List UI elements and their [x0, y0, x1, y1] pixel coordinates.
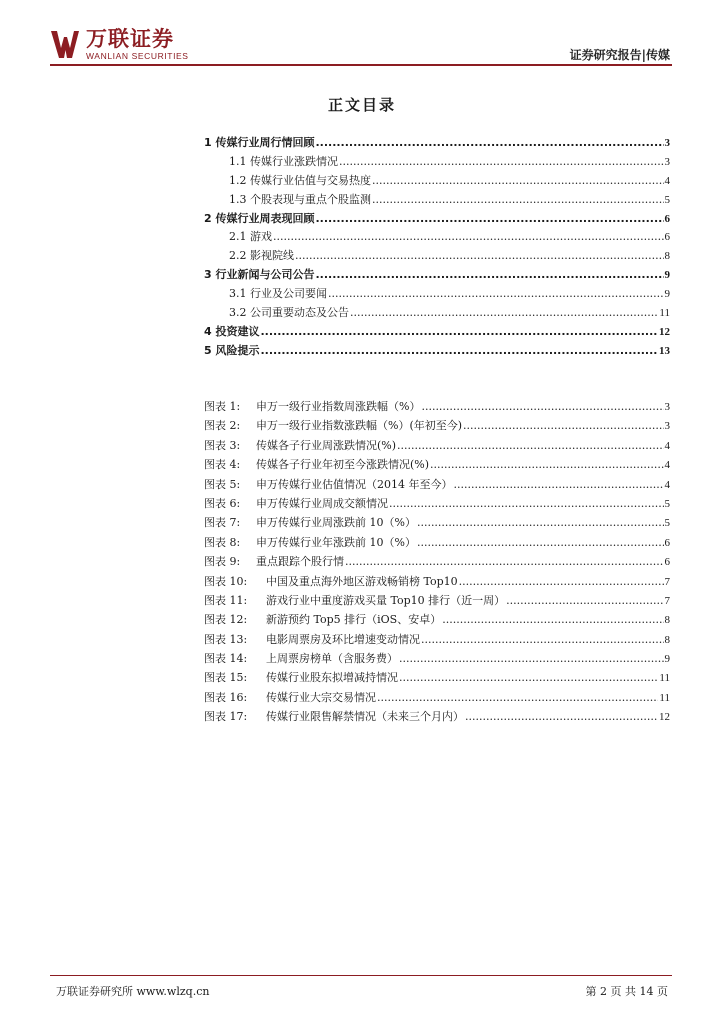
figure-entry[interactable]	[204, 592, 670, 611]
figure-number: 图表 6:	[204, 496, 241, 510]
toc-entry-label: 2.2 影视院线	[229, 249, 294, 263]
document-type: 证券研究报告|传媒	[569, 48, 670, 62]
dot-leader	[295, 249, 664, 262]
toc-entry-page: 12	[659, 325, 670, 338]
figure-page: 7	[664, 594, 670, 607]
dot-leader	[260, 344, 658, 357]
figure-number: 图表 3:	[204, 438, 241, 452]
toc-entry[interactable]	[204, 210, 670, 229]
figure-entry[interactable]	[204, 611, 670, 630]
toc-entry-page: 11	[659, 307, 670, 320]
figure-title: 传媒各子行业周涨跌情况(%)	[256, 438, 397, 452]
logo-english-name: WANLIAN SECURITIES	[86, 51, 189, 61]
figure-number: 图表 2:	[204, 419, 241, 433]
toc-entry-page: 3	[664, 137, 670, 149]
toc-entry[interactable]	[204, 191, 670, 210]
figure-title: 传媒各子行业年初至今涨跌情况(%)	[256, 458, 430, 472]
toc-entry-label: 1.3 个股表现与重点个股监测	[229, 192, 371, 206]
figure-title: 申万传媒行业周涨跌前 10（%）	[256, 516, 416, 530]
toc-entry-page: 9	[664, 269, 670, 282]
dot-leader	[397, 439, 663, 452]
figure-page: 8	[664, 614, 670, 627]
figure-entry[interactable]	[204, 553, 670, 572]
logo-chinese-name: 万联证券	[86, 27, 174, 51]
figure-page: 4	[664, 439, 670, 452]
toc-entry-label: 5 风险提示	[204, 343, 260, 357]
figure-page: 5	[664, 497, 670, 510]
figure-number: 图表 17:	[204, 710, 248, 724]
figure-entry[interactable]	[204, 495, 670, 514]
toc-entry-label: 1.1 传媒行业涨跌情况	[229, 154, 338, 168]
toc-entry-label: 4 投资建议	[204, 324, 260, 338]
company-logo	[50, 28, 189, 64]
figure-number: 图表 12:	[204, 613, 248, 627]
figure-entry[interactable]	[204, 534, 670, 553]
toc-entry[interactable]	[204, 323, 670, 342]
figure-number: 图表 4:	[204, 458, 241, 472]
footer-source: 万联证券研究所 www.wlzq.cn	[56, 985, 210, 998]
dot-leader	[273, 230, 664, 243]
toc-entry-label: 1 传媒行业周行情回顾	[204, 136, 315, 149]
figure-title: 传媒行业大宗交易情况	[266, 690, 376, 704]
figure-title: 新游预约 Top5 排行（iOS、安卓）	[266, 613, 442, 627]
figure-entry[interactable]	[204, 689, 670, 708]
dot-leader	[465, 710, 658, 723]
dot-leader	[399, 671, 658, 684]
figure-number: 图表 9:	[204, 555, 241, 569]
figure-number: 图表 10:	[204, 574, 248, 588]
figure-entry[interactable]	[204, 514, 670, 533]
dot-leader	[421, 400, 663, 413]
figure-number: 图表 11:	[204, 593, 248, 607]
toc-entry[interactable]	[204, 153, 670, 172]
toc-entry[interactable]	[204, 342, 670, 361]
page-title: 正文目录	[327, 96, 396, 114]
figure-number: 图表 15:	[204, 671, 248, 685]
footer-divider	[50, 975, 672, 976]
page-header	[0, 0, 724, 70]
dot-leader	[430, 458, 663, 471]
dot-leader	[463, 419, 663, 432]
dot-leader	[260, 325, 658, 338]
figure-list	[204, 398, 670, 728]
header-divider	[50, 64, 672, 66]
dot-leader	[372, 174, 664, 187]
figure-page: 5	[664, 517, 670, 530]
figure-page: 3	[664, 420, 670, 433]
figure-entry[interactable]	[204, 417, 670, 436]
dot-leader	[315, 136, 663, 149]
figure-number: 图表 8:	[204, 535, 241, 549]
figure-title: 申万传媒行业估值情况（2014 年至今）	[256, 477, 453, 491]
toc-entry-label: 3 行业新闻与公司公告	[204, 268, 315, 282]
dot-leader	[506, 594, 663, 607]
dot-leader	[328, 287, 664, 300]
figure-number: 图表 13:	[204, 632, 248, 646]
figure-page: 7	[664, 575, 670, 588]
dot-leader	[421, 633, 664, 646]
dot-leader	[442, 613, 663, 626]
figure-title: 申万一级行业指数涨跌幅（%）(年初至今)	[256, 419, 463, 433]
figure-entry[interactable]	[204, 398, 670, 417]
dot-leader	[345, 555, 664, 568]
figure-page: 3	[664, 401, 670, 413]
toc-entry[interactable]	[204, 247, 670, 266]
wanlian-logo-icon	[50, 28, 80, 60]
figure-title: 上周票房榜单（含服务费）	[266, 652, 398, 666]
figure-number: 图表 7:	[204, 516, 241, 530]
toc-entry[interactable]	[204, 134, 670, 153]
figure-title: 电影周票房及环比增速变动情况	[266, 632, 420, 646]
toc-entry-page: 6	[664, 231, 670, 244]
toc-entry-page: 6	[664, 212, 670, 225]
toc-entry-label: 2.1 游戏	[229, 230, 272, 244]
toc-entry-page: 4	[664, 174, 670, 187]
figure-title: 游戏行业中重度游戏买量 Top10 排行（近一周）	[266, 593, 506, 607]
figure-page: 4	[664, 459, 670, 472]
toc-entry-page: 13	[659, 344, 670, 357]
toc-entry-page: 5	[664, 193, 670, 206]
figure-entry[interactable]	[204, 456, 670, 475]
toc-entry[interactable]	[204, 304, 670, 323]
figure-title: 申万传媒行业年涨跌前 10（%）	[256, 535, 416, 549]
toc-entry-label: 1.2 传媒行业估值与交易热度	[229, 173, 371, 187]
dot-leader	[417, 536, 664, 549]
dot-leader	[350, 306, 658, 319]
dot-leader	[417, 516, 664, 529]
dot-leader	[339, 155, 664, 168]
page-number: 第 2 页 共 14 页	[585, 985, 668, 998]
figure-title: 申万传媒行业周成交额情况	[256, 496, 388, 510]
figure-page: 4	[664, 478, 670, 491]
toc-entry-page: 3	[664, 155, 670, 168]
figure-title: 重点跟踪个股行情	[256, 555, 344, 569]
dot-leader	[459, 575, 664, 588]
dot-leader	[389, 497, 664, 510]
figure-page: 12	[659, 711, 670, 724]
figure-page: 6	[664, 556, 670, 569]
dot-leader	[377, 691, 658, 704]
figure-page: 11	[659, 691, 670, 704]
figure-entry[interactable]	[204, 669, 670, 688]
dot-leader	[372, 193, 664, 206]
dot-leader	[315, 212, 663, 225]
figure-title: 传媒行业股东拟增减持情况	[266, 671, 398, 685]
figure-page: 9	[664, 653, 670, 666]
toc-entry-page: 8	[664, 250, 670, 263]
figure-title: 中国及重点海外地区游戏畅销榜 Top10	[266, 574, 458, 588]
figure-number: 图表 14:	[204, 652, 248, 666]
dot-leader	[454, 478, 664, 491]
figure-entry[interactable]	[204, 573, 670, 592]
figure-entry[interactable]	[204, 476, 670, 495]
toc-entry[interactable]	[204, 266, 670, 285]
figure-number: 图表 1:	[204, 400, 241, 413]
figure-entry[interactable]	[204, 631, 670, 650]
figure-entry[interactable]	[204, 708, 670, 727]
dot-leader	[315, 268, 663, 281]
toc-entry[interactable]	[204, 228, 670, 247]
toc-entry-label: 3.2 公司重要动态及公告	[229, 306, 349, 320]
figure-page: 6	[664, 536, 670, 549]
toc-entry-label: 3.1 行业及公司要闻	[229, 287, 327, 301]
figure-entry[interactable]	[204, 437, 670, 456]
dot-leader	[399, 652, 664, 665]
figure-page: 11	[659, 672, 670, 685]
figure-page: 8	[664, 633, 670, 646]
figure-number: 图表 16:	[204, 690, 248, 704]
figure-entry[interactable]	[204, 650, 670, 669]
figure-title: 申万一级行业指数周涨跌幅（%）	[256, 400, 421, 413]
figure-title: 传媒行业限售解禁情况（未来三个月内）	[266, 710, 464, 724]
toc-entry[interactable]	[204, 285, 670, 304]
toc-entry-label: 2 传媒行业周表现回顾	[204, 211, 315, 225]
toc-entry-page: 9	[664, 288, 670, 301]
toc-entry[interactable]	[204, 172, 670, 191]
figure-number: 图表 5:	[204, 477, 241, 491]
table-of-contents	[204, 134, 670, 361]
